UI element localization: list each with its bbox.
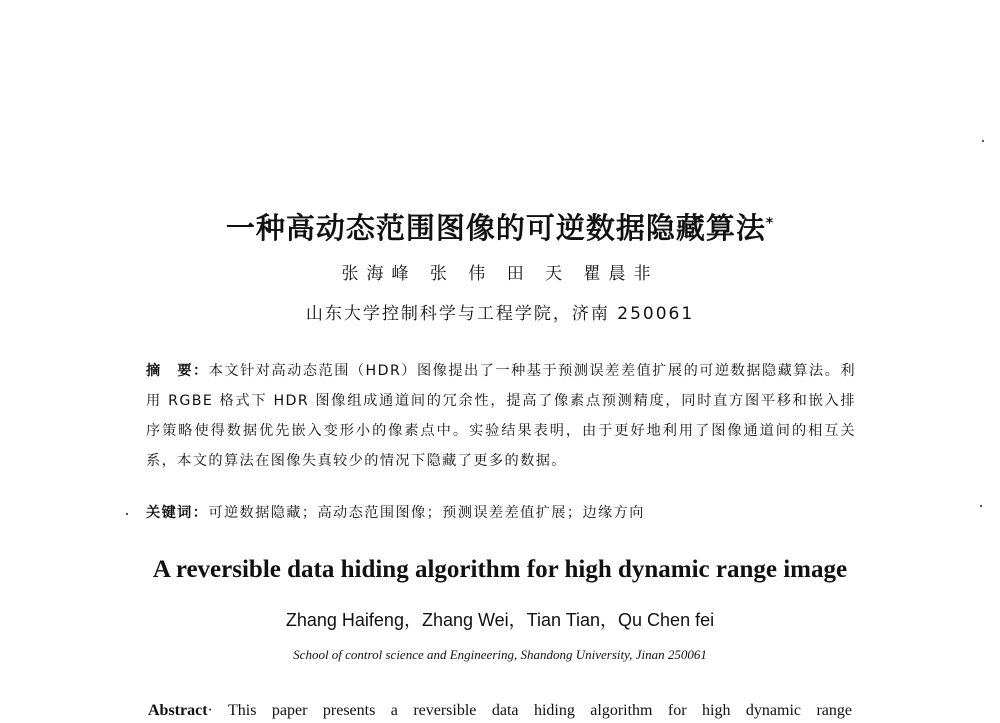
english-title: A reversible data hiding algorithm for high dynamic range image — [152, 556, 848, 583]
chinese-keywords — [146, 500, 856, 526]
chinese-title-text: 一种高动态范围图像的可逆数据隐藏算法 — [225, 211, 766, 245]
english-affiliation: School of control science and Engineering, Shandong University, Jinan 250061 — [293, 647, 707, 662]
chinese-keywords-label: 关键词： — [146, 505, 209, 521]
english-abstract — [148, 699, 852, 723]
chinese-abstract-label: 摘 要： — [146, 363, 209, 379]
english-authors: Zhang Haifeng，Zhang Wei，Tian Tian，Qu Chen fei — [285, 610, 715, 630]
chinese-title — [0, 206, 1000, 247]
chinese-affiliation: 山东大学控制科学与工程学院，济南 250061 — [305, 304, 695, 324]
chinese-authors: 张海峰 张 伟 田 天 瞿晨非 — [341, 264, 659, 284]
scan-speck — [982, 140, 984, 142]
scan-speck — [126, 513, 128, 515]
english-abstract-text: This paper presents a reversible data hiding algorithm for high dynamic range — [228, 702, 852, 719]
title-footnote-mark: * — [765, 215, 775, 232]
chinese-abstract — [146, 356, 856, 476]
scan-speck — [980, 505, 982, 507]
english-abstract-separator: · — [207, 702, 213, 719]
chinese-abstract-text: 本文针对高动态范围（HDR）图像提出了一种基于预测误差差值扩展的可逆数据隐藏算法。利用 RGBE 格式下 HDR 图像组成通道间的冗余性，提高了像素点预测精度，同时直方图平移和嵌入排序策略使得数据优先嵌入变形小的像素点中。实验结果表明，由于更好地利用了图像通道间的相互关系，本文的算法在图像失真较少的情况下隐藏了更多的数据。 — [146, 363, 856, 469]
english-abstract-label: Abstract — [148, 702, 208, 719]
chinese-keywords-text: 可逆数据隐藏；高动态范围图像；预测误差差值扩展；边缘方向 — [208, 505, 645, 521]
